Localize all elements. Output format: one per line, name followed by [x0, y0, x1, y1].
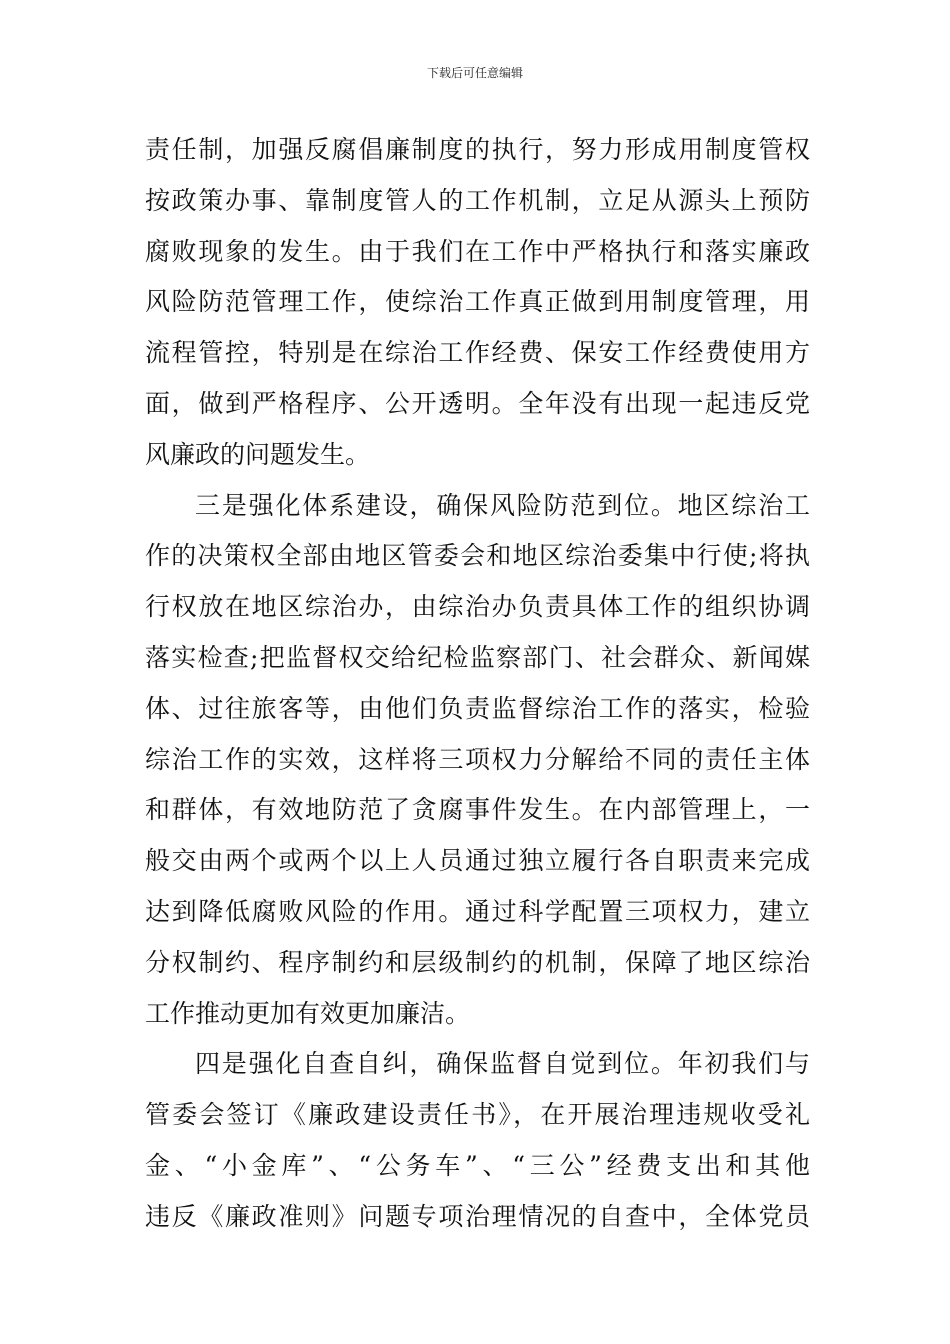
text-line: 体、过往旅客等，由他们负责监督综治工作的落实，检验: [145, 693, 810, 723]
text-line: 达到降低腐败风险的作用。通过科学配置三项权力，建立: [145, 896, 810, 926]
text-line: 腐败现象的发生。由于我们在工作中严格执行和落实廉政: [145, 236, 810, 266]
text-line: 综治工作的实效，这样将三项权力分解给不同的责任主体: [145, 744, 810, 774]
text-line: 落实检查;把监督权交给纪检监察部门、社会群众、新闻媒: [145, 642, 810, 672]
text-line: 管委会签订《廉政建设责任书》，在开展治理违规收受礼: [145, 1100, 810, 1130]
text-line: 流程管控，特别是在综治工作经费、保安工作经费使用方: [145, 338, 810, 368]
text-line: 行权放在地区综治办，由综治办负责具体工作的组织协调: [145, 592, 810, 622]
text-line: 和群体，有效地防范了贪腐事件发生。在内部管理上，一: [145, 795, 810, 825]
text-line: 风险防范管理工作，使综治工作真正做到用制度管理，用: [145, 287, 810, 317]
paragraph-first-line: 四是强化自查自纠，确保监督自觉到位。年初我们与: [195, 1049, 810, 1079]
page-header: 下载后可任意编辑: [426, 66, 523, 80]
document-body: [145, 125, 810, 1243]
text-line: 违反《廉政准则》问题专项治理情况的自查中，全体党员: [145, 1201, 810, 1231]
text-line: 分权制约、程序制约和层级制约的机制，保障了地区综治: [145, 947, 810, 977]
text-line: 风廉政的问题发生。: [145, 439, 371, 469]
text-line: 般交由两个或两个以上人员通过独立履行各自职责来完成: [145, 846, 810, 876]
text-line: 作的决策权全部由地区管委会和地区综治委集中行使;将执: [145, 541, 810, 571]
text-line: 按政策办事、靠制度管人的工作机制，立足从源头上预防: [145, 185, 810, 215]
text-line: 责任制，加强反腐倡廉制度的执行，努力形成用制度管权: [145, 135, 810, 164]
paragraph-first-line: 三是强化体系建设，确保风险防范到位。地区综治工: [195, 490, 810, 520]
text-line: 工作推动更加有效更加廉洁。: [145, 998, 471, 1028]
text-line: 金、“小金库”、“公务车”、“三公”经费支出和其他: [145, 1150, 810, 1180]
text-line: 面，做到严格程序、公开透明。全年没有出现一起违反党: [145, 388, 810, 418]
